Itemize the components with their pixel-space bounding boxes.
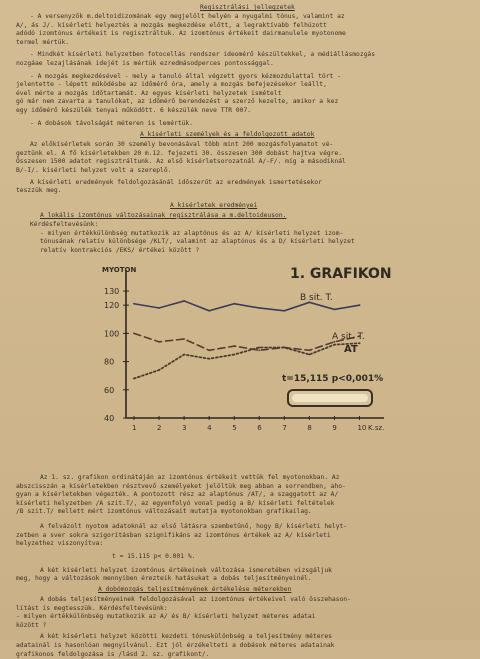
text-line: - A versenyzők m.deltoidizomának egy megjelölt helyén a nyugalmi tónus, valamint az: [30, 13, 345, 20]
data-point: [233, 354, 235, 356]
x-tick-label: 6: [257, 424, 262, 432]
x-tick-label: 8: [307, 424, 312, 432]
question-label: Kérdésfeltevésünk:: [30, 220, 99, 228]
data-point: [183, 354, 185, 356]
x-tick-label: 1: [132, 424, 137, 432]
y-tick-label: 130: [104, 287, 120, 297]
text-line: meg, hogy a változások mennyiben érezteik hatásukat a dobás teljesítményeinél.: [16, 575, 312, 583]
x-tick-label: 5: [232, 424, 237, 432]
text-line: A két kísérleti helyzet közötti kezdeti tónuskülönbség a teljesítmény méteres: [40, 633, 332, 641]
text-line: B/-I/. kísérleti helyzet volt a szereplő.: [16, 167, 172, 174]
text-line: geztünk el. A fő kísérletekben 20 m.12. fejezeti 30. összesen 300 dobást hajtva végre.: [16, 149, 343, 157]
data-point: [233, 303, 235, 305]
x-tick-label: 10: [357, 424, 367, 432]
section-title: A kísérleti személyek és a feldolgozott adatok: [140, 131, 315, 139]
text-line: - milyen értékkülönbség mutatkozik az alaptónus és az A/ kísérleti helyzet izom-: [40, 229, 344, 237]
text-line: teszzük meg.: [16, 187, 62, 195]
data-point: [359, 342, 361, 344]
y-tick-label: 40: [104, 414, 115, 423]
text-line: lítást is megtesszük. Kérdésfeltevésünk:: [16, 604, 168, 612]
data-point: [133, 303, 135, 305]
text-line: abszcisszán a kísérletekben résztvevő személyeket jelöltük meg abban a sorrendben, aho-: [16, 482, 346, 490]
data-point: [258, 347, 260, 349]
data-point: [334, 344, 336, 346]
data-point: [133, 378, 135, 380]
data-point: [183, 338, 185, 340]
stat-line: t = 15.115 p< 0.001 %.: [112, 552, 196, 560]
series-label-at: AT: [344, 344, 358, 355]
text-line: Az 1. sz. grafikon ordinátáján az izomtónus értékeit vettük fel myotonokban. Az: [40, 474, 340, 481]
data-point: [283, 347, 285, 349]
data-point: [359, 304, 361, 306]
y-tick-label: 100: [104, 329, 120, 339]
text-line: között ?: [16, 621, 47, 629]
data-point: [258, 307, 260, 309]
data-point: [308, 354, 310, 356]
chart-annotation: t=15,115 p<0,001%: [282, 374, 384, 384]
data-point: [208, 358, 210, 360]
data-point: [308, 349, 310, 351]
chart-title: 1. GRAFIKON: [290, 266, 392, 282]
data-point: [158, 341, 160, 343]
data-point: [208, 349, 210, 351]
data-point: [158, 369, 160, 371]
data-point: [283, 310, 285, 312]
y-tick-label: 80: [104, 357, 115, 367]
text-line: relatív kontrakciós /EKS/ értékei között ?: [40, 247, 200, 254]
data-point: [158, 307, 160, 309]
text-line: - Mindkét kísérleti helyzetben fotocellás rendszer ideomérő készültekkel, a médiállásmozgás: [30, 51, 375, 59]
text-line: nozgáae lezajlásának idejét is mértük ezredmásodperces pontossággal.: [16, 60, 274, 67]
annotation-box-inner: [292, 394, 368, 402]
text-line: kísérleti helyzetben /A szit.T/, az egyenfolyó vonal pedig a B/ kísérleti feltételek: [16, 499, 335, 507]
text-line: egy időmérő készülék tenyai működött. 6 készülék neve TTR 007.: [16, 107, 252, 114]
chart-1: [100, 262, 400, 462]
data-point: [208, 310, 210, 312]
data-point: [258, 349, 260, 351]
text-line: Összesen 1500 adatot regisztráltunk. Az első kísérletsorozatnál A/-F/. míg a másodiknál: [16, 158, 346, 166]
section-title: A dobómozgás teljesítményének értékelése méterekben: [98, 586, 292, 593]
x-tick-label: 2: [157, 424, 162, 432]
text-line: - milyen értékkülönbség mutatkozik az A/ és B/ kísérleti helyzet méteres adatai: [16, 613, 316, 621]
text-line: termel mértük.: [16, 38, 70, 46]
text-line: - A dobások távolságát méteren is lemértük.: [30, 119, 194, 127]
x-tick-label: 9: [332, 424, 337, 432]
y-tick-label: 120: [104, 301, 120, 311]
data-point: [233, 345, 235, 347]
y-axis-label: MYOTON: [102, 266, 137, 274]
text-line: zetben a sver sokra szigorításban szignifikáns az izomtónus értékek az A/ kísérleti: [16, 531, 331, 539]
text-line: A felvázolt nyotom adatoknál az első látásra szembetűnő, hogy B/ kísérleti helyt-: [40, 523, 348, 530]
text-line: adódó izomtónus értékeit is regisztráltuk. Az izomtónus értékeit dairmanulele myotonome: [16, 30, 346, 38]
text-line: gó már nem zavarta a tanulókat, az időmérő berendezést a szerző kezelte, amikor a kez: [16, 98, 339, 106]
text-line: jelentette - lépett működésbe az időmérő óra, amely a mozgás befejezésekor leállt,: [16, 81, 327, 89]
text-line: /B szit.T/ mellett mért izomtónus változásait mutatja myotonokban grafikailag.: [16, 508, 312, 516]
data-point: [133, 332, 135, 334]
data-point: [183, 300, 185, 302]
x-tick-label: 3: [182, 424, 187, 432]
x-tick-label: 7: [282, 424, 287, 432]
text-line: adatainál is hasonlóan megnyilvánul. Ezt jól érzékelteti a dobások méteres adatainak: [16, 642, 335, 649]
x-tick-label: 4: [207, 424, 212, 432]
text-line: helyzethez viszonyítva:: [16, 540, 104, 548]
data-point: [334, 308, 336, 310]
series-label-b: B sit. T.: [300, 293, 333, 303]
subsection-title: A lokális izomtónus változásainak regisztrálása a m.deltoideuson.: [40, 211, 287, 219]
text-line: A/, ás J/. kísérleti helyeztés a mozgás megkezdése előtt, a legraktívabb felhúzott: [16, 21, 327, 29]
text-line: ével mérte a mozgás időtartamát. Az egyes kísérleti helyzetek ismételt: [16, 89, 282, 97]
text-line: tónusának relatív különbsége /KLT/, valamint az alaptónus és a D/ kísérleti helyzet: [40, 238, 355, 246]
text-line: A két kísérleti helyzet izomtónus értékeinek változása ismeretében vizsgáljuk: [40, 566, 332, 574]
text-line: gyan a kísérletekben végezték. A pontozott rész az alaptónus /AT/, a szaggatott az A/: [16, 491, 339, 499]
text-line: A dobás teljesítményeinek feldolgozásával az izomtónus értékeivel való összehason-: [40, 596, 351, 603]
x-axis-label: K.sz.: [368, 424, 385, 432]
section-title: A kísérletek eredményei: [170, 201, 258, 209]
text-line: - A mozgás megkezdésével - mely a tanuló által végzett gyors kézmozdulattal tört -: [30, 72, 341, 80]
header-title: Regisztrálási jellegzetek: [200, 4, 295, 11]
text-line: Az előkísérletek során 30 személy bevonásával több mint 200 mozgásfolyamatot vé-: [30, 141, 334, 149]
text-line: A kísérleti eredmények feldolgozásánál időszerűt az eredmények ismertetésekor: [30, 178, 322, 186]
text-line: grafikonos feldolgozása is /lásd 2. sz. grafikont/.: [16, 650, 210, 658]
series-label-a: A sit. T.: [332, 332, 365, 342]
y-tick-label: 60: [104, 385, 115, 395]
